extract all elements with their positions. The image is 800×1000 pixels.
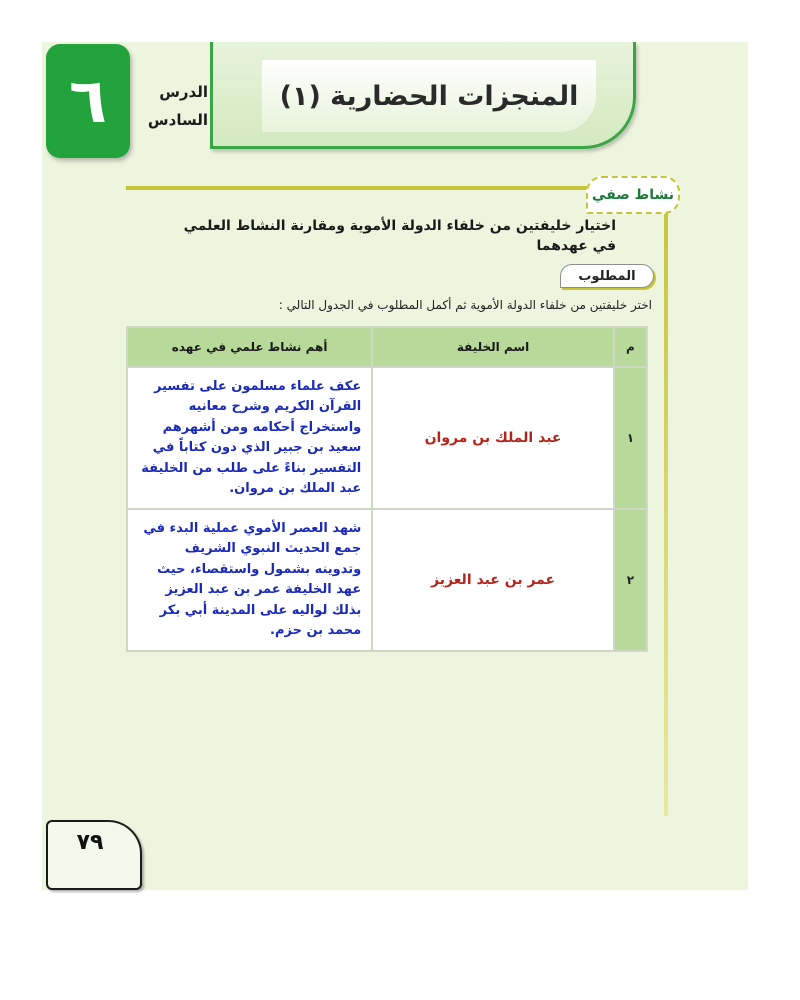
activity-heading: اختيار خليفتين من خلفاء الدولة الأموية ومقارنة النشاط العلمي في عهدهما (183, 218, 616, 254)
page-title: المنجزات الحضارية (١) (279, 80, 579, 112)
caliph-name: عبد الملك بن مروان (372, 367, 614, 509)
section-divider (126, 186, 666, 190)
activity-tag: نشاط صفي (586, 176, 680, 214)
row-number: ١ (614, 367, 647, 509)
required-tag: المطلوب (560, 264, 654, 288)
lesson-label-line2: السادس (147, 111, 208, 129)
row-number: ٢ (614, 509, 647, 651)
lesson-badge (46, 44, 130, 158)
title-panel (262, 60, 596, 132)
caliph-name: عمر بن عبد العزيز (372, 509, 614, 651)
header-num: م (614, 327, 647, 367)
lesson-label (134, 78, 208, 134)
header-activity: أهم نشاط علمي في عهده (127, 327, 372, 367)
instruction-text: اختر خليفتين من خلفاء الدولة الأموية ثم أكمل المطلوب في الجدول التالي : (278, 298, 652, 312)
activity-text: شهد العصر الأموي عملية البدء في جمع الحديث النبوي الشريف وتدوينه بشمول واستقصاء، حيث عهد الخليفة عمر بن عبد العزيز بذلك لواليه على المدينة أبي بكر محمد بن حزم. (127, 509, 372, 651)
activity-text: عكف علماء مسلمون على تفسير القرآن الكريم وشرح معانيه واستخراج أحكامه ومن أشهرهم سعيد بن جبير الذي دون كتاباً في التفسير بناءً على طلب من الخليفة عبد الملك بن مروان. (127, 367, 372, 509)
lesson-number: ٦ (69, 64, 107, 137)
section-side-line (664, 186, 668, 816)
table-row (127, 509, 647, 651)
lesson-label-line1: الدرس (159, 83, 208, 101)
page-number: ٧٩ (76, 830, 104, 855)
caliphs-table (126, 326, 648, 652)
table-header-row (127, 327, 647, 367)
table-row (127, 367, 647, 509)
header-caliph: اسم الخليفة (372, 327, 614, 367)
